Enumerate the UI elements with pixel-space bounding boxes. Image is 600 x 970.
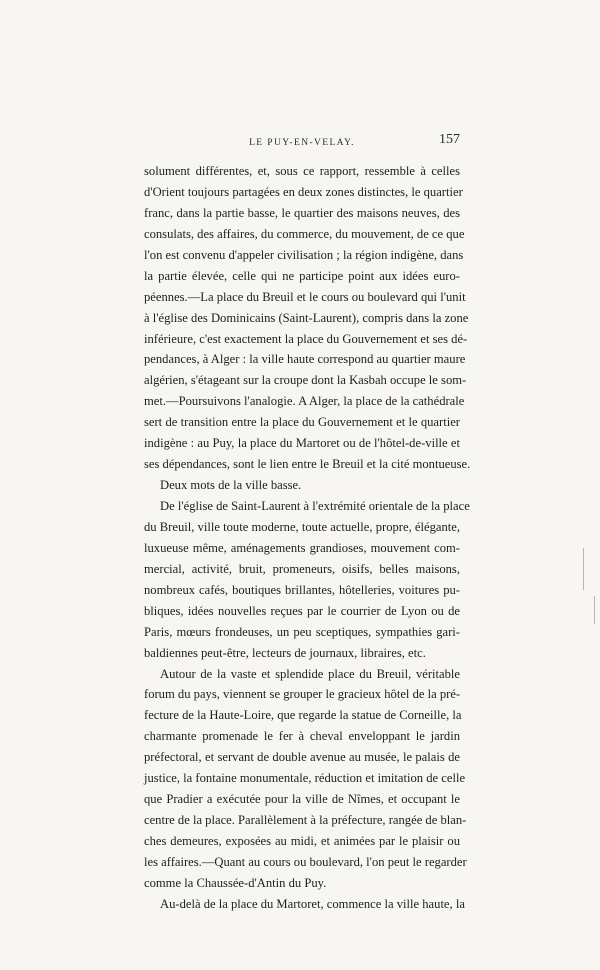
text-line: du Breuil, ville toute moderne, toute actuelle, propre, élégante, bbox=[144, 519, 460, 534]
text-line: Au-delà de la place du Martoret, commence la ville haute, la bbox=[160, 896, 465, 911]
text-line: Autour de la vaste et splendide place du Breuil, véritable bbox=[160, 666, 460, 681]
text-line: consulats, des affaires, du commerce, du mouvement, de ce que bbox=[144, 226, 465, 241]
text-line: baldiennes peut-être, lecteurs de journaux, libraires, etc. bbox=[144, 645, 426, 660]
text-line: algérien, s'étageant sur la croupe dont la Kasbah occupe le som- bbox=[144, 373, 467, 388]
text-line: met.—Poursuivons l'analogie. A Alger, la place de la cathédrale bbox=[144, 394, 465, 409]
text-line: bliques, idées nouvelles reçues par le courrier de Lyon ou de bbox=[144, 603, 460, 618]
margin-shadow-mark bbox=[583, 548, 584, 590]
text-line: Deux mots de la ville basse. bbox=[160, 478, 302, 493]
margin-shadow-mark bbox=[594, 596, 595, 624]
text-line: solument différentes, et, sous ce rapport, ressemble à celles bbox=[144, 164, 460, 178]
text-line: sert de transition entre la place du Gouvernement et le quartier bbox=[144, 415, 460, 430]
text-line: justice, la fontaine monumentale, réduction et imitation de celle bbox=[144, 771, 466, 786]
running-title: LE PUY-EN-VELAY. bbox=[249, 138, 355, 148]
text-line: ses dépendances, sont le lien entre le Breuil et la cité montueuse. bbox=[144, 457, 471, 472]
text-line: pendances, à Alger : la ville haute correspond au quartier maure bbox=[144, 352, 466, 367]
text-line: mercial, activité, bruit, promeneurs, oisifs, belles maisons, bbox=[144, 561, 460, 576]
text-line: forum du pays, viennent se grouper le gracieux hôtel de la pré- bbox=[144, 687, 461, 702]
text-line: les affaires.—Quant au cours ou boulevard, l'on peut le regarder bbox=[144, 854, 467, 869]
text-line: la partie élevée, celle qui ne participe point aux idées euro- bbox=[144, 268, 460, 283]
text-line: que Pradier a exécutée pour la ville de Nîmes, et occupant le bbox=[144, 792, 460, 807]
text-line: à l'église des Dominicains (Saint-Laurent), compris dans la zone bbox=[144, 310, 469, 325]
text-line: De l'église de Saint-Laurent à l'extrémité orientale de la place bbox=[160, 499, 470, 513]
text-line: Paris, mœurs frondeuses, un peu sceptiques, sympathies gari- bbox=[144, 624, 460, 639]
text-line: nombreux cafés, boutiques brillantes, hôtelleries, voitures pu- bbox=[144, 582, 460, 597]
body-text bbox=[144, 161, 471, 915]
running-head bbox=[144, 132, 460, 154]
text-line: comme la Chaussée-d'Antin du Puy. bbox=[144, 875, 327, 890]
text-line: péennes.—La place du Breuil et le cours ou boulevard qui l'unit bbox=[144, 289, 466, 304]
text-line: fecture de la Haute-Loire, que regarde la statue de Corneille, la bbox=[144, 708, 462, 723]
text-line: charmante promenade le fer à cheval enveloppant le jardin bbox=[144, 729, 460, 744]
text-line: franc, dans la partie basse, le quartier des maisons neuves, des bbox=[144, 205, 460, 220]
text-line: luxueuse même, aménagements grandioses, mouvement com- bbox=[144, 540, 460, 555]
text-line: préfectoral, et servant de double avenue au musée, le palais de bbox=[144, 750, 460, 765]
text-line: d'Orient toujours partagées en deux zones distinctes, le quartier bbox=[144, 184, 463, 199]
text-line: l'on est convenu d'appeler civilisation ; la région indigène, dans bbox=[144, 247, 464, 262]
page-number: 157 bbox=[439, 132, 460, 147]
text-line: centre de la place. Parallèlement à la préfecture, rangée de blan- bbox=[144, 813, 467, 828]
text-line: indigène : au Puy, la place du Martoret ou de l'hôtel-de-ville et bbox=[144, 436, 460, 451]
text-line: inférieure, c'est exactement la place du Gouvernement et ses dé- bbox=[144, 331, 468, 346]
text-line: ches demeures, exposées au midi, et animées par le plaisir ou bbox=[144, 834, 460, 848]
